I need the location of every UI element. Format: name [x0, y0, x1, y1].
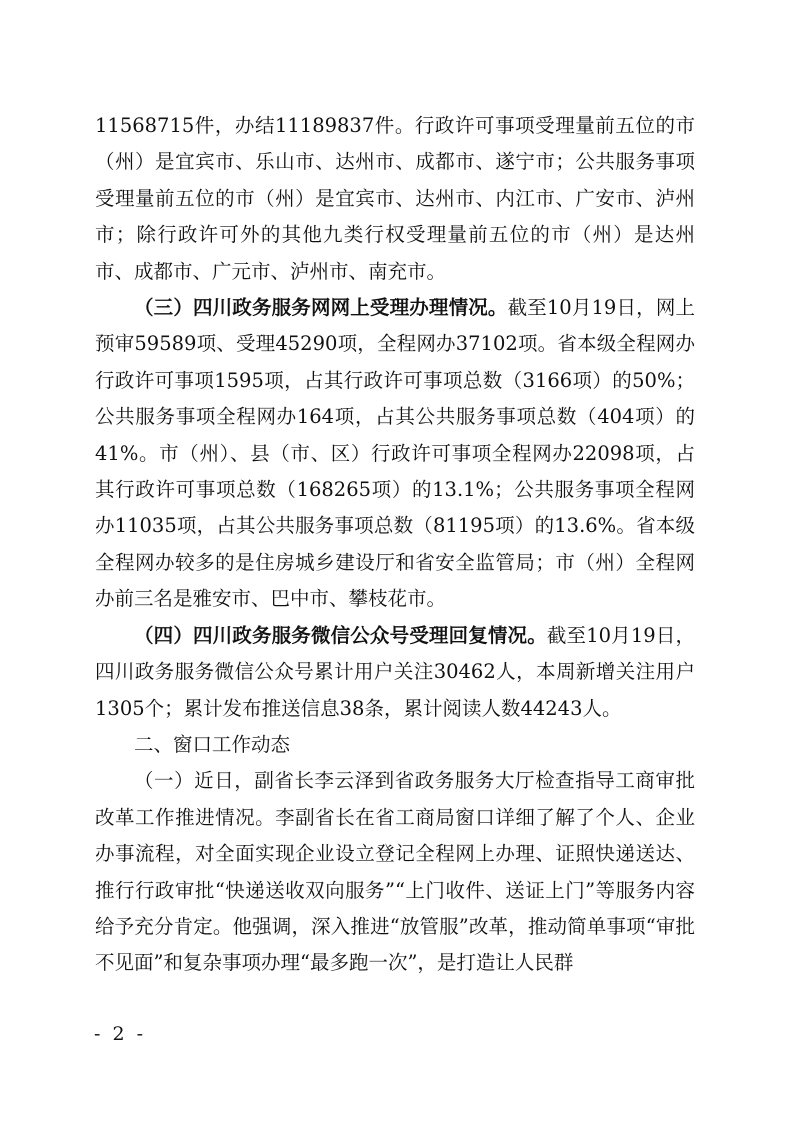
- paragraph-continued: [95, 108, 695, 290]
- paragraph-text: 截至10月19日，四川政务服务微信公众号累计用户关注30462人，本周新增关注用户1305个；累计发布推送信息38条，累计阅读人数44243人。: [95, 623, 695, 720]
- paragraph-text: 11568715件，办结11189837件。行政许可事项受理量前五位的市（州）是宜宾市、乐山市、达州市、成都市、遂宁市；公共服务事项受理量前五位的市（州）是宜宾市、达州市、内江市、广安市、泸州市；除行政许可外的其他九类行权受理量前五位的市（州）是达州市、成都市、广元市、泸州市、南充市。: [95, 114, 695, 283]
- paragraph-lead: （四）四川政务服务微信公众号受理回复情况。: [134, 623, 547, 647]
- page-number: - 2 -: [94, 1023, 147, 1045]
- paragraph-wechat-service: [95, 618, 695, 727]
- section-heading: 二、窗口工作动态: [134, 732, 291, 756]
- paragraph-text: （一）近日，副省长李云泽到省政务服务大厅检查指导工商审批改革工作推进情况。李副省长在省工商局窗口详细了解了个人、企业办事流程，对全面实现企业设立登记全程网上办理、证照快递送达、推行行政审批“快递送收双向服务”“上门收件、送证上门”等服务内容给予充分肯定。他强调，深入推进“放管服”改革，推动简单事项“审批不见面”和复杂事项办理“最多跑一次”，是打造让人民群: [95, 769, 695, 975]
- paragraph-window-dynamics: [95, 763, 695, 981]
- paragraph-lead: （三）四川政务服务网网上受理办理情况。: [134, 296, 508, 320]
- paragraph-text: 截至10月19日，网上预审59589项、受理45290项，全程网办37102项。省本级全程网办行政许可事项1595项，占其行政许可事项总数（3166项）的50%；公共服务事项全程网办164项，占其公共服务事项总数（404项）的41%。市（州）、县（市、区）行政许可事项全程网办22098项，占其行政许可事项总数（168265项）的13.1%；公共服务事项全程网办11035项，占其公共服务事项总数（81195项）的13.6%。省本级全程网办较多的是住房城乡建设厅和省安全监管局；市（州）全程网办前三名是雅安市、巴中市、攀枝花市。: [95, 296, 695, 611]
- page-content: [95, 108, 695, 982]
- paragraph-online-service: [95, 290, 695, 618]
